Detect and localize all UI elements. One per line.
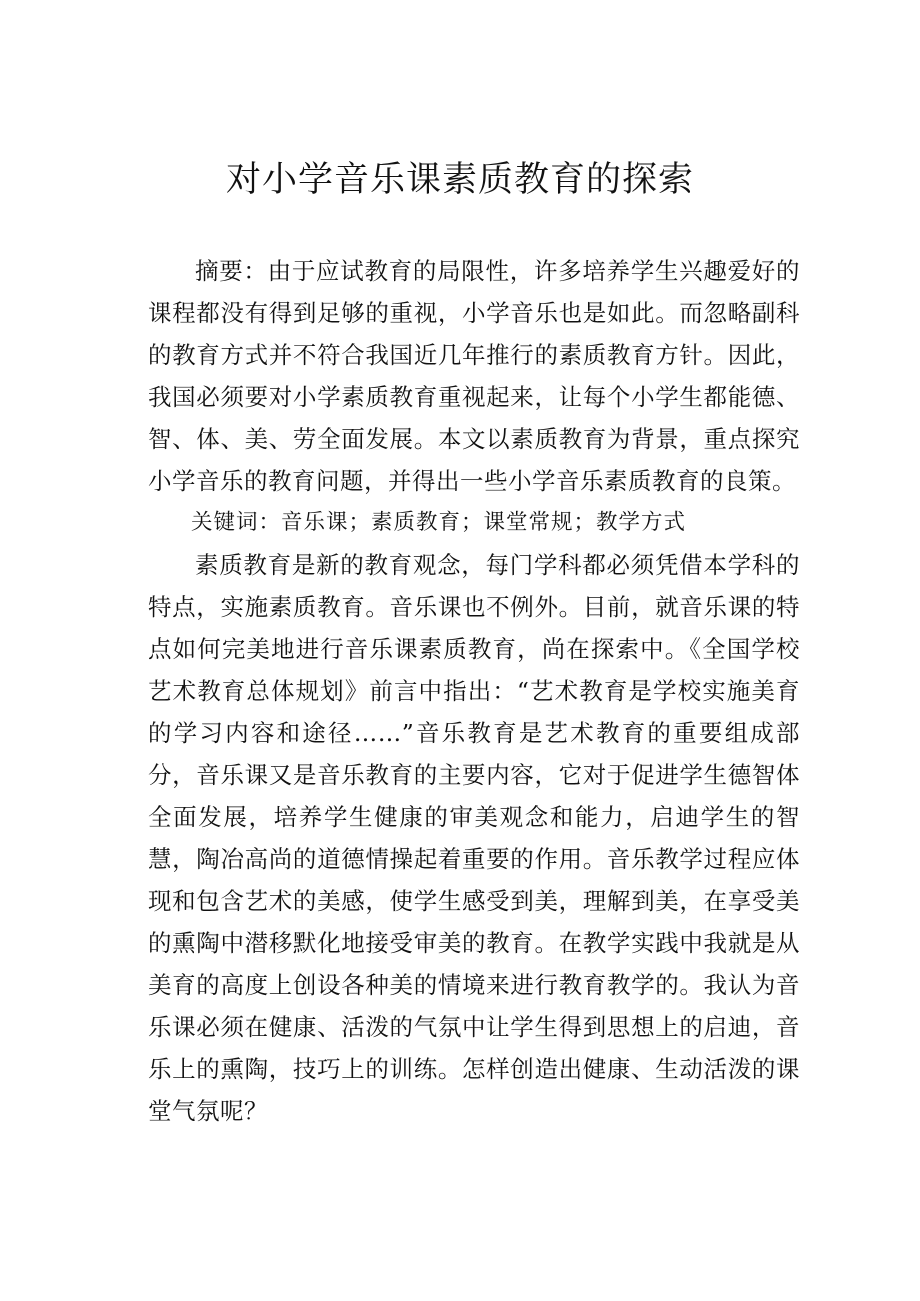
document-title: 对小学音乐课素质教育的探索 [225, 160, 694, 200]
abstract-paragraph: 摘要：由于应试教育的局限性，许多培养学生兴趣爱好的课程都没有得到足够的重视，小学音乐也是如此。而忽略副科的教育方式并不符合我国近几年推行的素质教育方针。因此，我国必须要对小学素质教育重视起来，让每个小学生都能德、智、体、美、劳全面发展。本文以素质教育为背景，重点探究小学音乐的教育问题，并得出一些小学音乐素质教育的良策。 [148, 257, 800, 495]
document-body [148, 250, 800, 1132]
body-paragraph: 素质教育是新的教育观念，每门学科都必须凭借本学科的特点，实施素质教育。音乐课也不例外。目前，就音乐课的特点如何完美地进行音乐课素质教育，尚在探索中。《全国学校艺术教育总体规划》前言中指出：“艺术教育是学校实施美育的学习内容和途径……”音乐教育是艺术教育的重要组成部分，音乐课又是音乐教育的主要内容，它对于促进学生德智体全面发展，培养学生健康的审美观念和能力，启迪学生的智慧，陶冶高尚的道德情操起着重要的作用。音乐教学过程应体现和包含艺术的美感，使学生感受到美，理解到美，在享受美的熏陶中潜移默化地接受审美的教育。在教学实践中我就是从美育的高度上创设各种美的情境来进行教育教学的。我认为音乐课必须在健康、活泼的气氛中让学生得到思想上的启迪，音乐上的熏陶，技巧上的训练。怎样创造出健康、生动活泼的课堂气氛呢？ [148, 551, 800, 1125]
keywords-line: 关键词：音乐课；素质教育；课堂常规；教学方式 [191, 510, 687, 535]
